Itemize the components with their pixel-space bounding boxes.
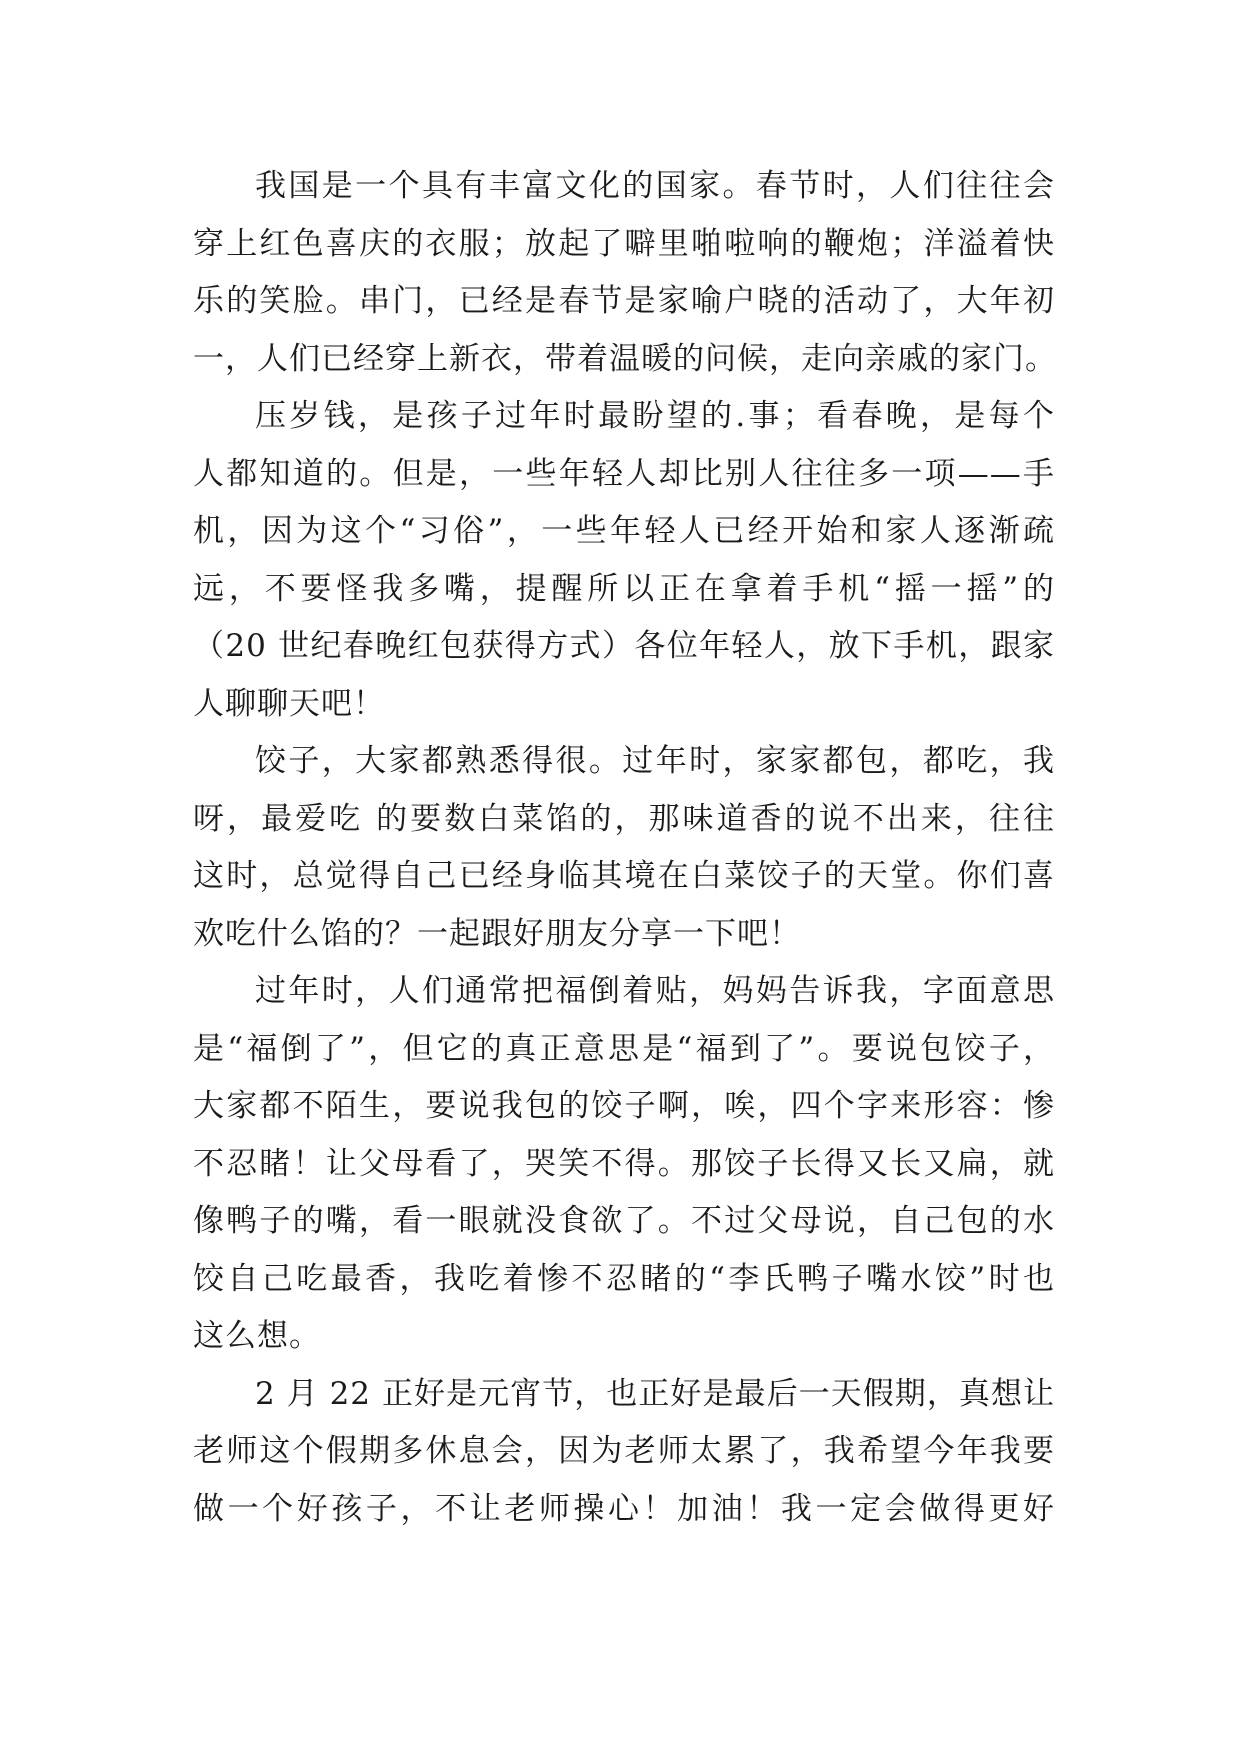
text-line: 这么想。 [193, 1318, 321, 1354]
text-line: 人都知道的。但是，一些年轻人却比别人往往多一项——手 [193, 455, 1055, 492]
text-line: 饺自己吃最香，我吃着惨不忍睹的“李氏鸭子嘴水饺”时也 [193, 1260, 1055, 1297]
text-line: 我国是一个具有丰富文化的国家。春节时，人们往往会 [255, 168, 1055, 204]
text-line: 老师这个假期多休息会，因为老师太累了，我希望今年我要 [193, 1433, 1055, 1469]
text-line: 远，不要怪我多嘴，提醒所以正在拿着手机“摇一摇”的 [193, 570, 1055, 607]
text-line: 一，人们已经穿上新衣，带着温暖的问候，走向亲戚的家门。 [193, 340, 1057, 377]
text-line: 是“福倒了”，但它的真正意思是“福到了”。要说包饺子， [193, 1030, 1055, 1067]
text-line: （20 世纪春晚红包获得方式）各位年轻人，放下手机，跟家 [193, 628, 1055, 664]
text-line: 呀，最爱吃 的要数白菜馅的，那味道香的说不出来，往往 [193, 800, 1055, 837]
text-line: 过年时，人们通常把福倒着贴，妈妈告诉我，字面意思 [255, 973, 1055, 1009]
text-line: 像鸭子的嘴，看一眼就没食欲了。不过父母说，自己包的水 [193, 1203, 1055, 1239]
text-line: 做一个好孩子，不让老师操心！加油！我一定会做得更好 [193, 1490, 1055, 1527]
text-line: 乐的笑脸。串门，已经是春节是家喻户晓的活动了，大年初 [193, 283, 1055, 319]
text-line: 这时，总觉得自己已经身临其境在白菜饺子的天堂。你们喜 [193, 858, 1055, 894]
text-line: 机，因为这个“习俗”，一些年轻人已经开始和家人逐渐疏 [193, 513, 1055, 549]
text-line: 人聊聊天吧！ [193, 685, 385, 722]
text-line: 2 月 22 正好是元宵节，也正好是最后一天假期，真想让 [255, 1375, 1055, 1412]
text-line: 饺子，大家都熟悉得很。过年时，家家都包，都吃，我 [255, 743, 1055, 779]
essay-body [193, 158, 1055, 1538]
text-line: 穿上红色喜庆的衣服；放起了噼里啪啦响的鞭炮；洋溢着快 [193, 225, 1055, 262]
text-line: 大家都不陌生，要说我包的饺子啊，唉，四个字来形容：惨 [193, 1088, 1055, 1124]
text-line: 不忍睹！让父母看了，哭笑不得。那饺子长得又长又扁，就 [193, 1145, 1055, 1182]
text-line: 压岁钱，是孩子过年时最盼望的.事；看春晚，是每个 [255, 398, 1055, 434]
text-line: 欢吃什么馅的？一起跟好朋友分享一下吧！ [193, 915, 801, 952]
